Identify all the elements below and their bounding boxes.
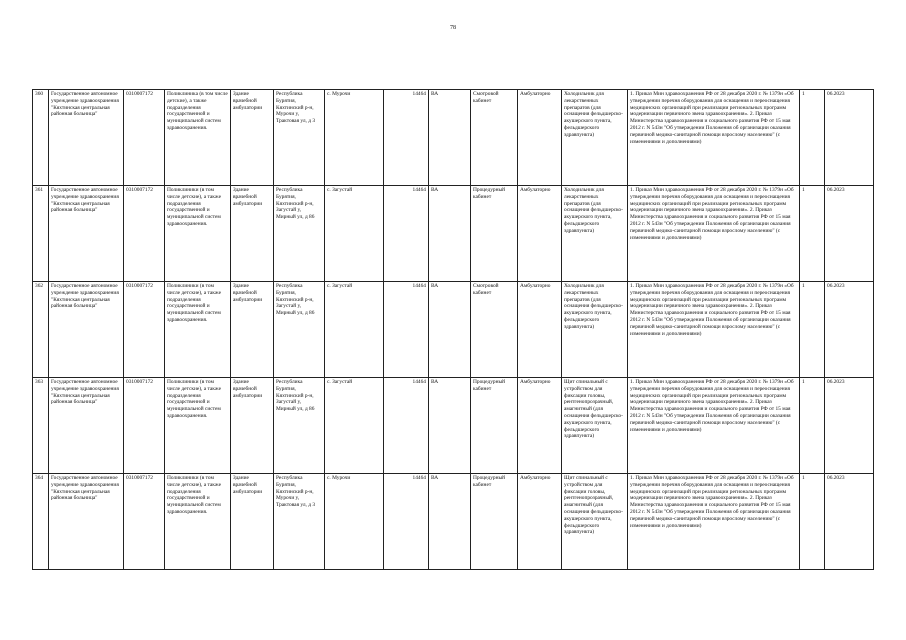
unit-code-cell: ВА [429,282,471,378]
table-row [33,90,874,186]
unit-code-cell: ВА [429,474,471,570]
room-cell: Смотровой кабинет [471,282,518,378]
address-cell: Республика Бурятия, Кяхтинский р-н, Загустай у, Мирный ул, д 86 [274,186,325,282]
service-cell: Амбулаторно [518,474,562,570]
date-cell: 06.2023 [825,282,874,378]
address-cell: Республика Бурятия, Кяхтинский р-н, Загустай у, Мирный ул, д 86 [274,378,325,474]
inn-cell: 0310007172 [124,282,165,378]
organization-cell: Государственное автономное учреждение здравоохранения "Кяхтинская центральная районная больница" [49,474,124,570]
unit-type-cell: Поликлиники (в том числе детские), а также подразделения государственной и муниципальной систем здравоохранения. [165,186,231,282]
service-cell: Амбулаторно [518,90,562,186]
equipment-cell: Холодильник для лекарственных препаратов (для оснащения фельдшерско-акушерского пункта, фельдшерского здравпункта) [562,186,628,282]
organization-cell: Государственное автономное учреждение здравоохранения "Кяхтинская центральная районная больница" [49,378,124,474]
legal-basis-cell: 1. Приказ Мин здравоохранения РФ от 28 декабря 2020 г. № 1379н «Об утверждении перечня оборудования для оснащения и переоснащения медицинских организаций при реализации региональных программ модернизации первичного звена здравоохранения». 2. Приказ Министерства здравоохранения и социального развития РФ от 15 мая 2012 г. N 543н "Об утверждении Положения об организации оказания первичной медико-санитарной помощи взрослому населению" (с изменениями и дополнениями) [628,90,800,186]
legal-basis-cell: 1. Приказ Мин здравоохранения РФ от 28 декабря 2020 г. № 1379н «Об утверждении перечня оборудования для оснащения и переоснащения медицинских организаций при реализации региональных программ модернизации первичного звена здравоохранения». 2. Приказ Министерства здравоохранения и социального развития РФ от 15 мая 2012 г. N 543н "Об утверждении Положения об организации оказания первичной медико-санитарной помощи взрослому населению" (с изменениями и дополнениями) [628,186,800,282]
unit-type-cell: Поликлиника (в том числе детские), а также подразделения государственной и муниципальной систем здравоохранения. [165,90,231,186]
inn-cell: 0310007172 [124,90,165,186]
row-number: 360 [33,90,49,186]
equipment-cell: Холодильник для лекарственных препаратов (для оснащения фельдшерско-акушерского пункта, фельдшерского здравпункта) [562,282,628,378]
address-cell: Республика Бурятия, Кяхтинский р-н, Мурочи у, Трактовая ул, д 3 [274,474,325,570]
building-cell: Здание врачебной амбулатории [231,282,274,378]
room-cell: Смотровой кабинет [471,90,518,186]
table-row [33,474,874,570]
code-cell: 14464 [384,186,429,282]
building-cell: Здание врачебной амбулатории [231,378,274,474]
settlement-cell: с. Мурочи [325,90,384,186]
room-cell: Процедурный кабинет [471,186,518,282]
equipment-cell: Щит спинальный с устройством для фиксации головы, рентгенопрозрачный, амагнитный (для оснащения фельдшерско-акушерского пункта, фельдшерского здравпункта) [562,474,628,570]
unit-code-cell: ВА [429,90,471,186]
equipment-cell: Щит спинальный с устройством для фиксации головы, рентгенопрозрачный, амагнитный (для оснащения фельдшерско-акушерского пункта, фельдшерского здравпункта) [562,378,628,474]
code-cell: 14464 [384,90,429,186]
table-row [33,282,874,378]
inn-cell: 0310007172 [124,186,165,282]
quantity-cell: 1 [800,90,825,186]
building-cell: Здание врачебной амбулатории [231,474,274,570]
date-cell: 06.2023 [825,474,874,570]
equipment-registry-table [32,89,874,570]
table-row [33,186,874,282]
service-cell: Амбулаторно [518,186,562,282]
inn-cell: 0310007172 [124,378,165,474]
quantity-cell: 1 [800,186,825,282]
table-row [33,378,874,474]
building-cell: Здание врачебной амбулатории [231,90,274,186]
date-cell: 06.2023 [825,378,874,474]
address-cell: Республика Бурятия, Кяхтинский р-н, Мурочи у, Трактовая ул, д 3 [274,90,325,186]
page-number: 78 [450,25,456,31]
quantity-cell: 1 [800,474,825,570]
code-cell: 14464 [384,378,429,474]
unit-type-cell: Поликлиники (в том числе детские), а также подразделения государственной и муниципальной систем здравоохранения. [165,378,231,474]
unit-type-cell: Поликлиники (в том числе детские), а также подразделения государственной и муниципальной систем здравоохранения. [165,282,231,378]
settlement-cell: с. Мурочи [325,474,384,570]
code-cell: 14464 [384,282,429,378]
quantity-cell: 1 [800,378,825,474]
building-cell: Здание врачебной амбулатории [231,186,274,282]
room-cell: Процедурный кабинет [471,378,518,474]
row-number: 363 [33,378,49,474]
quantity-cell: 1 [800,282,825,378]
settlement-cell: с. Загустай [325,186,384,282]
organization-cell: Государственное автономное учреждение здравоохранения "Кяхтинская центральная районная больница" [49,282,124,378]
equipment-cell: Холодильник для лекарственных препаратов (для оснащения фельдшерско-акушерского пункта, фельдшерского здравпункта) [562,90,628,186]
table-body [33,90,874,570]
legal-basis-cell: 1. Приказ Мин здравоохранения РФ от 28 декабря 2020 г. № 1379н «Об утверждении перечня оборудования для оснащения и переоснащения медицинских организаций при реализации региональных программ модернизации первичного звена здравоохранения». 2. Приказ Министерства здравоохранения и социального развития РФ от 15 мая 2012 г. N 543н "Об утверждении Положения об организации оказания первичной медико-санитарной помощи взрослому населению" (с изменениями и дополнениями) [628,282,800,378]
address-cell: Республика Бурятия, Кяхтинский р-н, Загустай у, Мирный ул, д 86 [274,282,325,378]
room-cell: Процедурный кабинет [471,474,518,570]
settlement-cell: с. Загустай [325,282,384,378]
unit-code-cell: ВА [429,378,471,474]
service-cell: Амбулаторно [518,378,562,474]
legal-basis-cell: 1. Приказ Мин здравоохранения РФ от 28 декабря 2020 г. № 1379н «Об утверждении перечня оборудования для оснащения и переоснащения медицинских организаций при реализации региональных программ модернизации первичного звена здравоохранения». 2. Приказ Министерства здравоохранения и социального развития РФ от 15 мая 2012 г. N 543н "Об утверждении Положения об организации оказания первичной медико-санитарной помощи взрослому населению" (с изменениями и дополнениями) [628,474,800,570]
code-cell: 14464 [384,474,429,570]
unit-type-cell: Поликлиники (в том числе детские), а также подразделения государственной и муниципальной систем здравоохранения. [165,474,231,570]
row-number: 362 [33,282,49,378]
date-cell: 06.2023 [825,186,874,282]
organization-cell: Государственное автономное учреждение здравоохранения "Кяхтинская центральная районная больница" [49,186,124,282]
unit-code-cell: ВА [429,186,471,282]
legal-basis-cell: 1. Приказ Мин здравоохранения РФ от 28 декабря 2020 г. № 1379н «Об утверждении перечня оборудования для оснащения и переоснащения медицинских организаций при реализации региональных программ модернизации первичного звена здравоохранения». 2. Приказ Министерства здравоохранения и социального развития РФ от 15 мая 2012 г. N 543н "Об утверждении Положения об организации оказания первичной медико-санитарной помощи взрослому населению" (с изменениями и дополнениями) [628,378,800,474]
settlement-cell: с. Загустай [325,378,384,474]
service-cell: Амбулаторно [518,282,562,378]
row-number: 361 [33,186,49,282]
date-cell: 06.2023 [825,90,874,186]
organization-cell: Государственное автономное учреждение здравоохранения "Кяхтинская центральная районная больница" [49,90,124,186]
inn-cell: 0310007172 [124,474,165,570]
row-number: 364 [33,474,49,570]
